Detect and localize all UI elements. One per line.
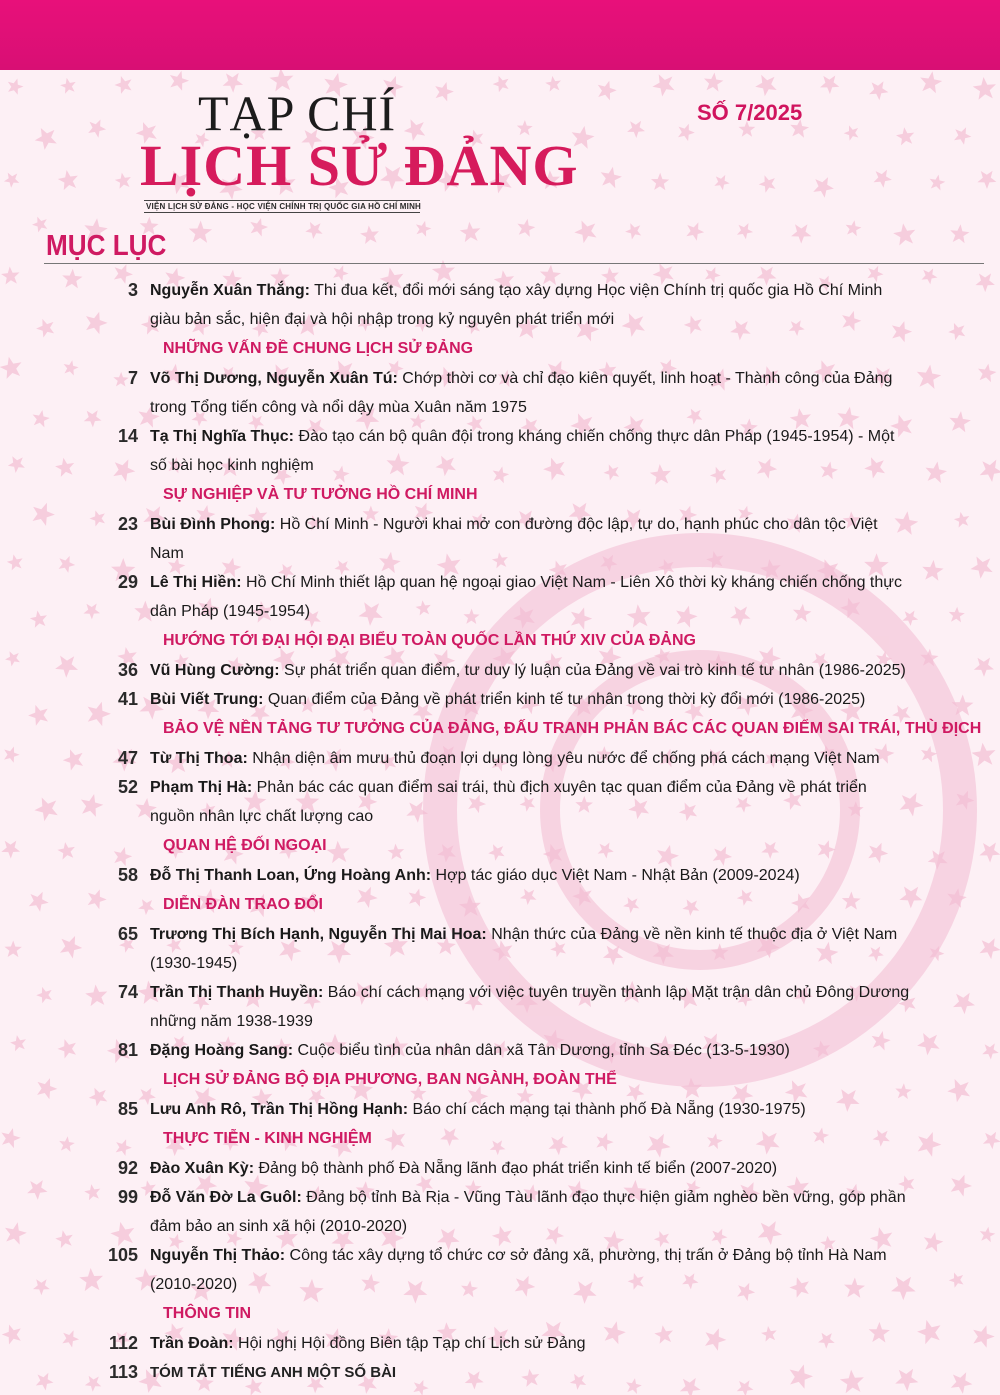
star-icon <box>930 175 946 191</box>
star-icon <box>170 71 189 91</box>
toc-entry[interactable] <box>0 364 1000 422</box>
entry-text <box>150 1241 910 1299</box>
page-number: 105 <box>107 1245 138 1265</box>
page-number: 7 <box>127 368 138 388</box>
star-icon <box>625 223 641 239</box>
toc-entry[interactable] <box>0 1036 1000 1065</box>
entry-author: Đào Xuân Kỳ: <box>150 1160 255 1177</box>
toc-title: MỤC LỤC <box>46 230 167 262</box>
star-icon <box>115 173 131 189</box>
section-heading: SỰ NGHIỆP VÀ TƯ TƯỞNG HỒ CHÍ MINH <box>163 486 478 503</box>
page-number: 47 <box>117 748 138 768</box>
page-number: 41 <box>117 689 138 709</box>
entry-title: Thi đua kết, đổi mới sáng tạo xây dựng Học viện Chính trị quốc gia Hồ Chí Minh giàu bản sắc, hiện đại và hội nhập trong kỷ nguyên phát triển mới <box>150 282 883 328</box>
star-icon <box>493 76 509 93</box>
entry-title: Phản bác các quan điểm sai trái, thù địch xuyên tạc quan điểm của Đảng về phát triển nguồn nhân lực chất lượng cao <box>150 779 867 825</box>
section-heading: QUAN HỆ ĐỐI NGOẠI <box>163 837 327 854</box>
star-icon <box>8 79 24 95</box>
toc-entry[interactable] <box>0 978 1000 1036</box>
star-icon <box>4 173 19 188</box>
entry-title: Hồ Chí Minh - Người khai mở con đường độc lập, tự do, hạnh phúc cho dân tộc Việt Nam <box>150 516 878 562</box>
toc-entry[interactable] <box>0 1358 1000 1387</box>
toc-entry[interactable] <box>0 1329 1000 1358</box>
star-icon <box>973 77 996 100</box>
entry-text <box>150 276 910 334</box>
toc-entry[interactable] <box>0 1095 1000 1124</box>
toc-divider <box>44 263 984 264</box>
entry-title: Chớp thời cơ và chỉ đạo kiên quyết, linh hoạt - Thành công của Đảng trong Tổng tiến công và nổi dậy mùa Xuân năm 1975 <box>150 370 893 416</box>
toc-entry[interactable] <box>0 568 1000 626</box>
star-icon <box>652 74 674 96</box>
star-icon <box>844 125 859 140</box>
page-number: 74 <box>117 982 138 1002</box>
star-icon <box>517 219 535 237</box>
star-icon <box>874 170 892 188</box>
star-icon <box>704 73 723 92</box>
section-heading: LỊCH SỬ ĐẢNG BỘ ĐỊA PHƯƠNG, BAN NGÀNH, ĐOÀN THỂ <box>163 1071 617 1088</box>
table-of-contents <box>0 276 1000 1387</box>
star-icon <box>189 221 212 243</box>
star-icon <box>977 171 996 189</box>
star-icon <box>920 71 942 93</box>
entry-text <box>150 1358 910 1387</box>
toc-entry[interactable] <box>0 773 1000 831</box>
page-number: 112 <box>108 1333 138 1353</box>
star-icon <box>678 124 695 141</box>
entry-text <box>150 1183 910 1241</box>
entry-text <box>150 685 910 714</box>
entry-text <box>150 978 910 1036</box>
star-icon <box>896 127 914 145</box>
entry-text <box>150 422 910 480</box>
entry-title: Sự phát triển quan điểm, tư duy lý luận của Đảng về vai trò kinh tế tư nhân (1986-2025) <box>279 662 906 679</box>
star-icon <box>791 224 811 243</box>
star-icon <box>416 221 432 237</box>
star-icon <box>60 78 76 94</box>
entry-author: Đặng Hoàng Sang: <box>150 1042 294 1059</box>
entry-author: Đỗ Thị Thanh Loan, Ứng Hoàng Anh: <box>150 867 432 884</box>
star-icon <box>250 218 268 237</box>
star-icon <box>598 81 617 101</box>
page-number: 81 <box>117 1040 138 1060</box>
star-icon <box>714 175 729 190</box>
star-icon <box>435 82 454 101</box>
top-color-band <box>0 0 1000 70</box>
entry-text <box>150 1036 910 1065</box>
entry-author: Trần Thị Thanh Huyền: <box>150 984 324 1001</box>
star-icon <box>32 217 47 233</box>
star-icon <box>950 224 969 243</box>
star-icon <box>627 121 645 138</box>
star-icon <box>893 223 915 245</box>
star-icon <box>601 167 622 189</box>
page-number: 99 <box>117 1187 138 1207</box>
entry-author: Từ Thị Thoa: <box>150 750 248 767</box>
entry-title: Báo chí cách mạng tại thành phố Đà Nẵng (1930-1975) <box>408 1101 806 1118</box>
entry-title: Hợp tác giáo dục Việt Nam - Nhật Bản (2009-2024) <box>431 867 800 884</box>
entry-author: Lê Thị Hiền: <box>150 574 242 591</box>
entry-caps-title: TÓM TẮT TIẾNG ANH MỘT SỐ BÀI <box>150 1364 397 1381</box>
entry-author: Nguyễn Thị Thảo: <box>150 1247 286 1264</box>
toc-entry[interactable] <box>0 744 1000 773</box>
issue-number: SỐ 7/2025 <box>697 100 803 125</box>
page-number: 92 <box>117 1158 138 1178</box>
entry-text <box>150 656 910 685</box>
entry-author: Vũ Hùng Cường: <box>150 662 280 679</box>
masthead-subtitle: VIỆN LỊCH SỬ ĐẢNG - HỌC VIỆN CHÍNH TRỊ QUỐC GIA HỒ CHÍ MINH <box>146 202 422 211</box>
star-icon <box>115 76 132 94</box>
star-icon <box>813 177 834 198</box>
page-number: 52 <box>117 777 138 797</box>
toc-entry[interactable] <box>0 920 1000 978</box>
star-icon <box>869 81 888 100</box>
section-heading: THÔNG TIN <box>163 1305 251 1322</box>
entry-author: Phạm Thị Hà: <box>150 779 253 796</box>
star-icon <box>759 175 776 192</box>
masthead-line-2: LỊCH SỬ ĐẢNG <box>140 133 579 198</box>
entry-author: Bùi Viết Trung: <box>150 691 264 708</box>
entry-author: Bùi Đình Phong: <box>150 516 276 533</box>
section-heading: DIỄN ĐÀN TRAO ĐỔI <box>163 896 323 913</box>
toc-entry[interactable] <box>0 1154 1000 1183</box>
entry-text <box>150 510 910 568</box>
entry-text <box>150 744 910 773</box>
star-icon <box>58 170 78 190</box>
star-icon <box>460 222 481 242</box>
toc-entry[interactable] <box>0 276 1000 334</box>
section-heading: NHỮNG VẤN ĐỀ CHUNG LỊCH SỬ ĐẢNG <box>163 340 474 357</box>
star-icon <box>574 221 596 244</box>
entry-title: Báo chí cách mạng với việc tuyên truyền thành lập Mặt trận dân chủ Đông Dương những năm 1938-1939 <box>150 984 910 1030</box>
entry-author: Trần Đoàn: <box>150 1335 234 1352</box>
entry-title: Nhận thức của Đảng về nền kinh tế thuộc địa ở Việt Nam (1930-1945) <box>150 926 898 972</box>
section-heading: THỰC TIỄN - KINH NGHIỆM <box>163 1130 372 1147</box>
star-icon <box>820 76 839 95</box>
entry-author: Đỗ Văn Đờ La Guôl: <box>150 1189 302 1206</box>
section-heading: HƯỚNG TỚI ĐẠI HỘI ĐẠI BIỂU TOÀN QUỐC LẦN THỨ XIV CỦA ĐẢNG <box>163 632 696 649</box>
page-number: 65 <box>117 924 138 944</box>
entry-text <box>150 568 910 626</box>
toc-entry[interactable] <box>0 861 1000 890</box>
entry-title: Quan điểm của Đảng về phát triển kinh tế tư nhân trong thời kỳ đổi mới (1986-2025) <box>263 691 866 708</box>
star-icon <box>35 128 57 150</box>
entry-text <box>150 920 910 978</box>
entry-title: Đảng bộ thành phố Đà Nẵng lãnh đạo phát triển kinh tế biển (2007-2020) <box>254 1160 778 1177</box>
page-number: 58 <box>117 865 138 885</box>
section-heading: BẢO VỆ NỀN TẢNG TƯ TƯỞNG CỦA ĐẢNG, ĐẤU TRANH PHẢN BÁC CÁC QUAN ĐIỂM SAI TRÁI, THÙ ĐỊCH <box>163 720 982 737</box>
page-number: 23 <box>117 514 138 534</box>
entry-title: Đảng bộ tỉnh Bà Rịa - Vũng Tàu lãnh đạo thực hiện giảm nghèo bền vững, góp phần đảm bảo an sinh xã hội (2010-2020) <box>150 1189 906 1235</box>
toc-entry[interactable] <box>0 656 1000 685</box>
entry-text <box>150 1329 910 1358</box>
entry-title: Cuộc biểu tình của nhân dân xã Tân Dương, tỉnh Sa Đéc (13-5-1930) <box>293 1042 790 1059</box>
star-icon <box>88 120 106 138</box>
entry-text <box>150 364 910 422</box>
entry-author: Lưu Anh Rô, Trần Thị Hồng Hạnh: <box>150 1101 409 1118</box>
page-number: 29 <box>117 572 138 592</box>
star-icon <box>755 75 777 96</box>
star-icon <box>545 76 561 92</box>
star-icon <box>686 222 704 240</box>
masthead-line-1: TẠP CHÍ <box>198 85 397 141</box>
entry-author: Võ Thị Dương, Nguyễn Xuân Tú: <box>150 370 398 387</box>
star-icon <box>651 173 669 190</box>
star-icon <box>305 222 322 239</box>
toc-entry[interactable] <box>0 1241 1000 1299</box>
star-icon <box>954 127 971 145</box>
page-number: 113 <box>108 1362 138 1382</box>
star-icon <box>360 226 379 245</box>
entry-text <box>150 1095 910 1124</box>
star-icon <box>846 220 862 236</box>
entry-title: Công tác xây dựng tổ chức cơ sở đảng xã, phường, thị trấn ở Đảng bộ tỉnh Hà Nam (2010-2020) <box>150 1247 887 1293</box>
page-number: 3 <box>127 280 138 300</box>
entry-title: Đào tạo cán bộ quân đội trong kháng chiến chống thực dân Pháp (1945-1954) - Một số bài học kinh nghiệm <box>150 428 895 474</box>
entry-text <box>150 773 910 831</box>
entry-text <box>150 1154 910 1183</box>
toc-entry[interactable] <box>0 510 1000 568</box>
entry-author: Tạ Thị Nghĩa Thục: <box>150 428 294 445</box>
page-number: 36 <box>117 660 138 680</box>
page-number: 14 <box>117 426 138 446</box>
toc-entry[interactable] <box>0 422 1000 480</box>
entry-title: Hồ Chí Minh thiết lập quan hệ ngoại giao Việt Nam - Liên Xô thời kỳ kháng chiến chống thực dân Pháp (1945-1954) <box>150 574 902 620</box>
entry-author: Trương Thị Bích Hạnh, Nguyễn Thị Mai Hoa: <box>150 926 487 943</box>
star-icon <box>737 223 753 239</box>
entry-title: Nhận diện âm mưu thủ đoạn lợi dụng lòng yêu nước để chống phá cách mạng Việt Nam <box>247 750 880 767</box>
page-number: 85 <box>117 1099 138 1119</box>
entry-title: Hội nghị Hội đồng Biên tập Tạp chí Lịch sử Đảng <box>233 1335 586 1352</box>
entry-author: Nguyễn Xuân Thắng: <box>150 282 310 299</box>
toc-entry[interactable] <box>0 1183 1000 1241</box>
toc-entry[interactable] <box>0 685 1000 714</box>
entry-text <box>150 861 910 890</box>
